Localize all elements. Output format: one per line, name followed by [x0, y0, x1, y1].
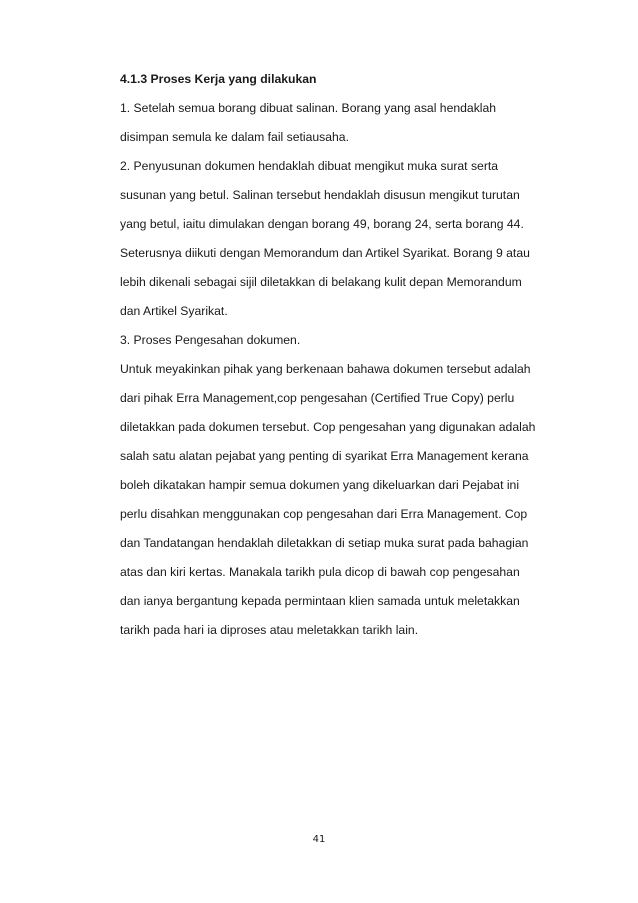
paragraph-line: 2. Penyusunan dokumen hendaklah dibuat mengikut muka surat serta [120, 159, 499, 173]
paragraph-line: disimpan semula ke dalam fail setiausaha. [120, 130, 349, 144]
paragraph-line: perlu disahkan menggunakan cop pengesahan dari Erra Management. Cop [120, 507, 528, 521]
paragraph-line: dari pihak Erra Management,cop pengesahan (Certified True Copy) perlu [120, 391, 515, 405]
paragraph-line: atas dan kiri kertas. Manakala tarikh pula dicop di bawah cop pengesahan [120, 565, 520, 579]
section-heading: 4.1.3 Proses Kerja yang dilakukan [120, 72, 317, 86]
paragraph-line: dan Tandatangan hendaklah diletakkan di setiap muka surat pada bahagian [120, 536, 529, 550]
paragraph-line: boleh dikatakan hampir semua dokumen yang dikeluarkan dari Pejabat ini [120, 478, 520, 492]
paragraph-line: dan ianya bergantung kepada permintaan klien samada untuk meletakkan [120, 594, 520, 608]
paragraph-line: Untuk meyakinkan pihak yang berkenaan bahawa dokumen tersebut adalah [120, 362, 531, 376]
page-number: 41 [312, 834, 326, 845]
paragraph-line: yang betul, iaitu dimulakan dengan borang 49, borang 24, serta borang 44. [120, 217, 524, 231]
paragraph-line: susunan yang betul. Salinan tersebut hendaklah disusun mengikut turutan [120, 188, 520, 202]
paragraph-line: Seterusnya diikuti dengan Memorandum dan Artikel Syarikat. Borang 9 atau [120, 246, 530, 260]
paragraph-line: diletakkan pada dokumen tersebut. Cop pengesahan yang digunakan adalah [120, 420, 536, 434]
page-content [120, 65, 580, 645]
paragraph-line: salah satu alatan pejabat yang penting di syarikat Erra Management kerana [120, 449, 529, 463]
paragraph-line: lebih dikenali sebagai sijil diletakkan di belakang kulit depan Memorandum [120, 275, 522, 289]
paragraph-line: dan Artikel Syarikat. [120, 304, 228, 318]
paragraph-line: tarikh pada hari ia diproses atau meletakkan tarikh lain. [120, 623, 419, 637]
paragraph-line: 1. Setelah semua borang dibuat salinan. Borang yang asal hendaklah [120, 101, 497, 115]
paragraph-line: 3. Proses Pengesahan dokumen. [120, 333, 301, 347]
